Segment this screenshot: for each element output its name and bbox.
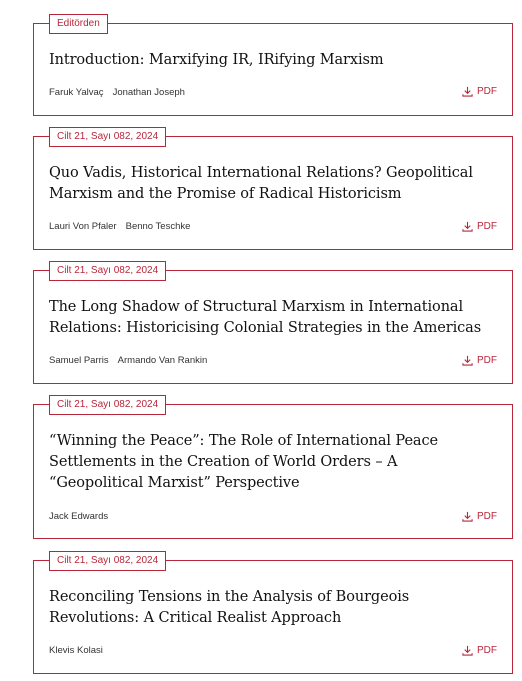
author-list [49,645,103,656]
article-title[interactable]: Introduction: Marxifying IR, IRifying Marxism [49,52,384,68]
author-name[interactable]: Jack Edwards [49,511,109,522]
article-card [33,399,513,539]
article-card [33,131,513,250]
author-name[interactable]: Faruk Yalvaç [49,87,104,98]
article-title[interactable]: “Winning the Peace”: The Role of International Peace Settlements in the Creation of World Orders – A “Geopolitical Marxist” Perspective [49,433,438,491]
download-icon [462,221,473,232]
author-list [49,355,207,366]
author-name[interactable]: Armando Van Rankin [117,355,208,366]
author-name[interactable]: Samuel Parris [49,355,109,366]
article-card [33,265,513,384]
download-icon [462,86,473,97]
pdf-label: PDF [477,511,497,522]
author-list [49,221,190,232]
download-icon [462,645,473,656]
pdf-download-button[interactable] [462,355,497,366]
pdf-download-button[interactable] [462,645,497,656]
pdf-label: PDF [477,355,497,366]
issue-badge[interactable]: Cilt 21, Sayı 082, 2024 [49,261,166,281]
pdf-label: PDF [477,645,497,656]
article-card [33,555,513,674]
author-name[interactable]: Benno Teschke [125,221,191,232]
pdf-label: PDF [477,221,497,232]
download-icon [462,355,473,366]
author-name[interactable]: Klevis Kolasi [49,645,103,656]
pdf-download-button[interactable] [462,221,497,232]
article-title[interactable]: The Long Shadow of Structural Marxism in International Relations: Historicising Colonial Strategies in the Americas [49,299,482,336]
author-list [49,511,108,522]
article-title[interactable]: Reconciling Tensions in the Analysis of Bourgeois Revolutions: A Critical Realist Approach [49,589,410,626]
issue-badge[interactable]: Editörden [49,14,108,34]
article-title[interactable]: Quo Vadis, Historical International Relations? Geopolitical Marxism and the Promise of Radical Historicism [49,165,473,202]
author-list [49,87,185,98]
download-icon [462,511,473,522]
issue-badge[interactable]: Cilt 21, Sayı 082, 2024 [49,551,166,571]
issue-badge[interactable]: Cilt 21, Sayı 082, 2024 [49,395,166,415]
author-name[interactable]: Jonathan Joseph [112,87,185,98]
issue-badge[interactable]: Cilt 21, Sayı 082, 2024 [49,127,166,147]
author-name[interactable]: Lauri Von Pfaler [49,221,117,232]
pdf-download-button[interactable] [462,86,497,97]
pdf-label: PDF [477,86,497,97]
pdf-download-button[interactable] [462,511,497,522]
article-card [33,18,513,116]
